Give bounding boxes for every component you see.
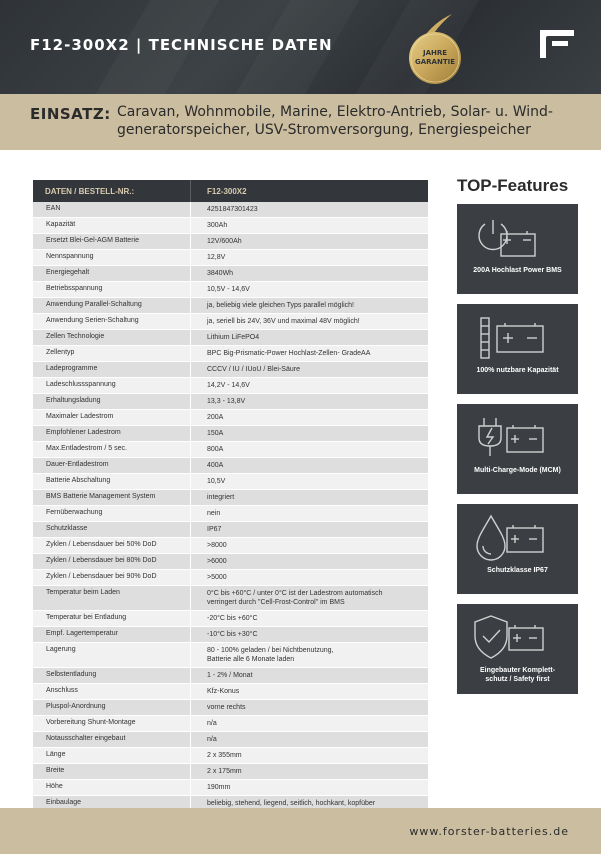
plug-battery-icon	[467, 412, 567, 462]
spec-value	[191, 234, 428, 249]
spec-value-line: 2 x 355mm	[207, 752, 242, 759]
spec-label: Kapazität	[33, 218, 191, 233]
spec-value-line: 12,8V	[207, 254, 226, 261]
spec-label: Einbaulage	[33, 796, 191, 811]
spec-value-line: Kfz-Konus	[207, 688, 240, 695]
spec-value	[191, 554, 428, 569]
shield-battery-icon	[467, 612, 567, 662]
spec-value	[191, 490, 428, 505]
spec-value	[191, 764, 428, 779]
spec-value-line: -10°C bis +30°C	[207, 631, 258, 638]
spec-value-line: 14,2V - 14,6V	[207, 382, 250, 389]
spec-value	[191, 570, 428, 585]
spec-value-line: 190mm	[207, 784, 231, 791]
spec-value-line: 0°C bis +60°C / unter 0°C ist der Ladestrom automatisch	[207, 590, 383, 597]
spec-row	[33, 506, 428, 522]
spec-value-line: n/a	[207, 720, 217, 727]
spec-value-line: 12V/600Ah	[207, 238, 242, 245]
spec-row	[33, 266, 428, 282]
website-link[interactable]: www.forster-batteries.de	[409, 825, 569, 838]
spec-value-line: beliebig, stehend, liegend, seitlich, hochkant, kopfüber	[207, 800, 376, 807]
spec-row	[33, 202, 428, 218]
spec-row	[33, 442, 428, 458]
spec-row	[33, 764, 428, 780]
spec-value-line: 300Ah	[207, 222, 228, 229]
spec-value	[191, 298, 428, 313]
spec-value-line: verringert durch "Cell-Frost-Control" im BMS	[207, 599, 345, 606]
spec-value-line: 200A	[207, 414, 224, 421]
spec-label: Ladeschlussspannung	[33, 378, 191, 393]
spec-row	[33, 748, 428, 764]
spec-value-line: IP67	[207, 526, 222, 533]
spec-label: Pluspol-Anordnung	[33, 700, 191, 715]
spec-value	[191, 362, 428, 377]
spec-row	[33, 732, 428, 748]
spec-value	[191, 330, 428, 345]
spec-value	[191, 218, 428, 233]
badge-line2: GARANTIE	[415, 58, 455, 66]
spec-value-line: Lithium LiFePO4	[207, 334, 260, 341]
spec-value	[191, 314, 428, 329]
spec-row	[33, 538, 428, 554]
spec-label: Schutzklasse	[33, 522, 191, 537]
spec-row	[33, 668, 428, 684]
spec-row	[33, 314, 428, 330]
spec-table-body	[33, 202, 428, 854]
spec-value-line: 80 - 100% geladen / bei Nichtbenutzung,	[207, 647, 334, 654]
spec-row	[33, 611, 428, 627]
spec-row	[33, 643, 428, 668]
feature-label	[461, 666, 574, 684]
feature-label: 100% nutzbare Kapazität	[476, 367, 559, 374]
spec-value-line: >6000	[207, 558, 227, 565]
spec-value	[191, 266, 428, 281]
header-banner	[0, 0, 601, 94]
usage-line-2: generatorspeicher, USV-Stromversorgung, Energiespeicher	[117, 122, 531, 138]
spec-value	[191, 346, 428, 361]
spec-value	[191, 780, 428, 795]
spec-label: Zyklen / Lebensdauer bei 90% DoD	[33, 570, 191, 585]
spec-value	[191, 684, 428, 699]
spec-value	[191, 202, 428, 217]
spec-value	[191, 732, 428, 747]
spec-value	[191, 522, 428, 537]
spec-value	[191, 426, 428, 441]
badge-line1: JAHRE	[422, 49, 448, 57]
usage-banner	[0, 94, 601, 150]
feature-label: Multi-Charge-Mode (MCM)	[474, 467, 561, 474]
spec-row	[33, 234, 428, 250]
spec-value	[191, 378, 428, 393]
spec-label: Temperatur bei Entladung	[33, 611, 191, 626]
features-title: TOP-Features	[457, 176, 569, 195]
spec-row	[33, 586, 428, 611]
spec-row	[33, 684, 428, 700]
spec-value-line: >5000	[207, 574, 227, 581]
spec-value	[191, 668, 428, 683]
power-battery-icon	[467, 212, 567, 262]
spec-label: Vorbereitung Shunt-Montage	[33, 716, 191, 731]
spec-value-line: >8000	[207, 542, 227, 549]
spec-row	[33, 394, 428, 410]
spec-label: Notausschalter eingebaut	[33, 732, 191, 747]
battery-capacity-icon	[467, 312, 567, 362]
spec-label: Erhaltungsladung	[33, 394, 191, 409]
spec-row	[33, 554, 428, 570]
spec-row	[33, 627, 428, 643]
feature-label: Schutzklasse IP67	[487, 567, 548, 574]
spec-value	[191, 250, 428, 265]
spec-value-line: nein	[207, 510, 221, 517]
spec-value	[191, 748, 428, 763]
spec-label: Anschluss	[33, 684, 191, 699]
spec-table-header	[33, 180, 428, 202]
spec-row	[33, 330, 428, 346]
feature-card	[457, 604, 578, 694]
spec-value-line: 3840Wh	[207, 270, 234, 277]
spec-value-line: 400A	[207, 462, 224, 469]
spec-value	[191, 410, 428, 425]
spec-value	[191, 538, 428, 553]
forster-logo-icon	[538, 26, 576, 60]
usage-line-1: Caravan, Wohnmobile, Marine, Elektro-Antrieb, Solar- u. Wind-	[117, 104, 553, 120]
spec-row	[33, 700, 428, 716]
feature-card	[457, 504, 578, 594]
spec-label: Maximaler Ladestrom	[33, 410, 191, 425]
spec-label: BMS Batterie Management System	[33, 490, 191, 505]
spec-value-line: 800A	[207, 446, 224, 453]
spec-value	[191, 394, 428, 409]
footer	[0, 808, 601, 854]
feature-card	[457, 304, 578, 394]
spec-value-line: 10,5V - 14,6V	[207, 286, 250, 293]
spec-value	[191, 282, 428, 297]
spec-value-line: n/a	[207, 736, 217, 743]
spec-row	[33, 346, 428, 362]
spec-label: Batterie Abschaltung	[33, 474, 191, 489]
spec-value-line: 13,3 - 13,8V	[207, 398, 246, 405]
spec-label: Empf. Lagertemperatur	[33, 627, 191, 642]
feature-label: 200A Hochlast Power BMS	[473, 267, 562, 274]
spec-row	[33, 490, 428, 506]
spec-label: Energiegehalt	[33, 266, 191, 281]
spec-value-line: integriert	[207, 494, 235, 501]
spec-value-line: BPC Big-Prismatic-Power Hochlast-Zellen- GradeAA	[207, 350, 371, 357]
spec-value	[191, 611, 428, 626]
spec-label: Selbstentladung	[33, 668, 191, 683]
spec-value-line: 150A	[207, 430, 224, 437]
spec-value	[191, 474, 428, 489]
spec-label: Zellentyp	[33, 346, 191, 361]
spec-row	[33, 474, 428, 490]
spec-row	[33, 282, 428, 298]
feature-label-line1: Eingebauter Komplett-	[479, 667, 556, 674]
spec-row	[33, 716, 428, 732]
spec-label: Max.Entladestrom / 5 sec.	[33, 442, 191, 457]
water-drop-battery-icon	[467, 512, 567, 562]
spec-value-line: Batterie alle 6 Monate laden	[207, 656, 295, 663]
spec-label: Höhe	[33, 780, 191, 795]
spec-row	[33, 570, 428, 586]
spec-row	[33, 780, 428, 796]
spec-value-line: 4251847301423	[207, 206, 258, 213]
feature-card	[457, 404, 578, 494]
spec-label: Länge	[33, 748, 191, 763]
spec-value-line: CCCV / IU / IUoU / Blei-Säure	[207, 366, 300, 373]
spec-header-col2: F12-300X2	[207, 186, 247, 196]
spec-row	[33, 410, 428, 426]
spec-row	[33, 362, 428, 378]
spec-label: Zyklen / Lebensdauer bei 80% DoD	[33, 554, 191, 569]
spec-value-line: ja, seriell bis 24V, 36V und maximal 48V möglich!	[207, 318, 360, 325]
spec-label: Anwendung Serien-Schaltung	[33, 314, 191, 329]
spec-label: Ladeprogramme	[33, 362, 191, 377]
feature-label-line2: schutz / Safety first	[485, 676, 550, 683]
usage-label: EINSATZ:	[30, 105, 111, 123]
spec-label: EAN	[33, 202, 191, 217]
spec-label: Nennspannung	[33, 250, 191, 265]
spec-row	[33, 522, 428, 538]
spec-label: Dauer-Entladestrom	[33, 458, 191, 473]
spec-header-col1: DATEN / BESTELL-NR.:	[33, 180, 191, 202]
spec-value	[191, 627, 428, 642]
spec-table	[33, 180, 428, 854]
spec-row	[33, 458, 428, 474]
spec-label: Lagerung	[33, 643, 191, 667]
spec-value-line: 2 x 175mm	[207, 768, 242, 775]
spec-value-line: ja, beliebig viele gleichen Typs parallel möglich!	[207, 302, 354, 309]
spec-row	[33, 218, 428, 234]
spec-row	[33, 426, 428, 442]
spec-label: Ersetzt Blei-Gel-AGM Batterie	[33, 234, 191, 249]
spec-label: Betriebsspannung	[33, 282, 191, 297]
spec-label: Zellen Technologie	[33, 330, 191, 345]
spec-label: Empfohlener Ladestrom	[33, 426, 191, 441]
spec-value	[191, 458, 428, 473]
spec-value-line: vorne rechts	[207, 704, 246, 711]
spec-value	[191, 442, 428, 457]
spec-value	[191, 700, 428, 715]
spec-value-line: 10,5V	[207, 478, 226, 485]
warranty-badge-icon	[394, 8, 476, 88]
page-title: F12-300X2 | TECHNISCHE DATEN	[30, 36, 333, 54]
spec-value-line: 1 - 2% / Monat	[207, 672, 253, 679]
spec-label: Fernüberwachung	[33, 506, 191, 521]
usage-text	[117, 103, 577, 139]
spec-label: Breite	[33, 764, 191, 779]
spec-label: Zyklen / Lebensdauer bei 50% DoD	[33, 538, 191, 553]
spec-value	[191, 586, 428, 610]
spec-value-line: -20°C bis +60°C	[207, 615, 258, 622]
feature-card	[457, 204, 578, 294]
spec-row	[33, 298, 428, 314]
spec-row	[33, 250, 428, 266]
spec-row	[33, 378, 428, 394]
spec-value	[191, 506, 428, 521]
spec-value	[191, 716, 428, 731]
spec-label: Temperatur beim Laden	[33, 586, 191, 610]
spec-value	[191, 643, 428, 667]
spec-label: Anwendung Parallel-Schaltung	[33, 298, 191, 313]
